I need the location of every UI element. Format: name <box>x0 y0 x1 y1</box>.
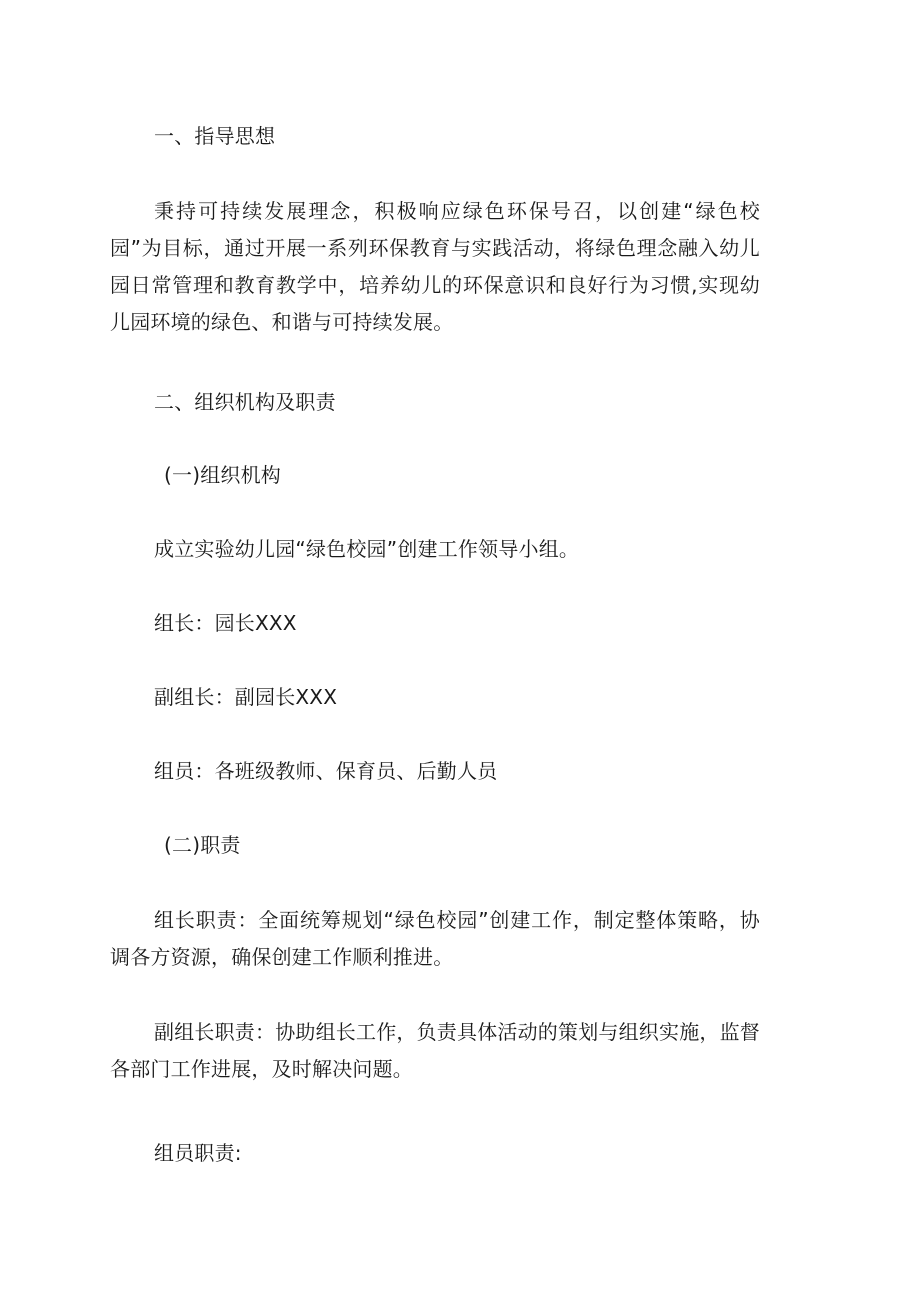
subheading-organization-structure: (一)组织机构 <box>164 463 282 487</box>
paragraph-vice-leader-duty: 副组长职责：协助组长工作，负责具体活动的策划与组织实施，监督各部门工作进展，及时解决问题。 <box>110 1020 760 1081</box>
group-members-line: 组员：各班级教师、保育员、后勤人员 <box>154 759 498 783</box>
paragraph-leader-duty: 组长职责：全面统筹规划“绿色校园”创建工作，制定整体策略，协调各方资源，确保创建工作顺利推进。 <box>110 908 760 969</box>
subheading-duties: (二)职责 <box>164 833 241 857</box>
vice-group-leader-line: 副组长：副园长XXX <box>154 685 338 709</box>
section-heading-guiding-ideology: 一、指导思想 <box>154 124 276 148</box>
members-duty-label: 组员职责: <box>154 1141 242 1165</box>
paragraph-guiding-ideology: 秉持可持续发展理念，积极响应绿色环保号召，以创建“绿色校园”为目标，通过开展一系列环保教育与实践活动，将绿色理念融入幼儿园日常管理和教育教学中，培养幼儿的环保意识和良好行为习惯,实现幼儿园环境的绿色、和谐与可持续发展。 <box>110 199 760 334</box>
section-heading-organization: 二、组织机构及职责 <box>154 390 336 414</box>
paragraph-establish-group: 成立实验幼儿园“绿色校园”创建工作领导小组。 <box>154 537 580 561</box>
group-leader-line: 组长：园长XXX <box>154 611 297 635</box>
